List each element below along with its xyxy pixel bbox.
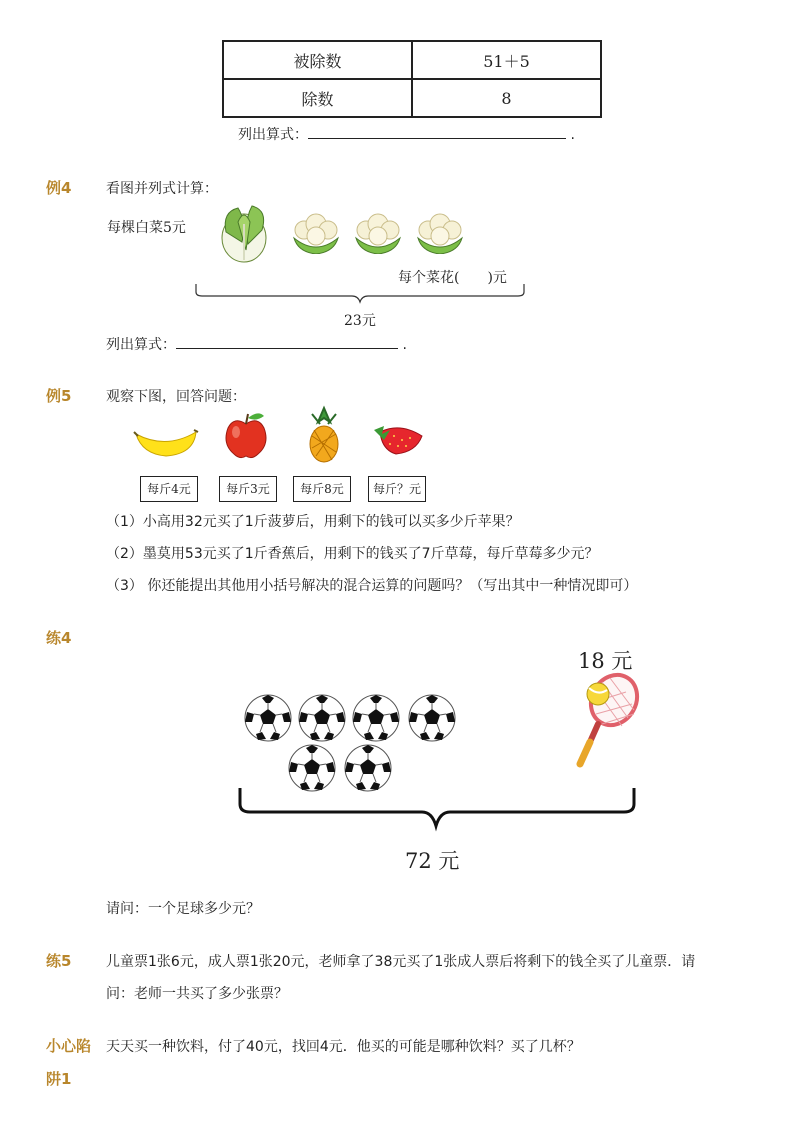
table-cell-label: 除数 [223,79,412,117]
formula-line-2 [106,334,407,354]
racket-price-label: 18 元 [578,649,633,673]
banana-icon [132,420,200,460]
table-cell-value: 8 [412,79,601,117]
tennis-racket-icon [572,672,644,772]
trap1-tag-line2: 阱1 [46,1070,72,1088]
trap1-tag-line1: 小心陷 [46,1037,92,1055]
formula-prompt: 列出算式： [106,337,176,353]
formula-end: . [570,127,575,143]
table-row [223,79,601,117]
total-brace [190,282,530,308]
practice4-question: 请问：一个足球多少元？ [106,901,260,917]
soccer-ball-icon [288,744,336,792]
answer-blank[interactable] [308,124,566,139]
answer-blank[interactable] [176,334,398,349]
question-1: （1）小高用32元买了1斤菠萝后，用剩下的钱可以买多少斤苹果？ [106,514,520,530]
apple-icon [220,410,272,462]
cabbage-price-label: 每棵白菜5元 [107,220,186,236]
soccer-ball-icon [344,744,392,792]
total-price-label: 23元 [344,313,376,329]
total-price-label: 72 元 [405,849,460,873]
price-box-apple: 每斤3元 [219,476,277,502]
dividend-divisor-table [222,40,602,118]
example4-tag: 例4 [46,179,72,197]
table-cell-label: 被除数 [223,41,412,79]
table-row [223,41,601,79]
example5-tag: 例5 [46,387,72,405]
price-box-banana: 每斤4元 [140,476,198,502]
cauliflower-icon [414,210,466,254]
soccer-ball-icon [244,694,292,742]
table-cell-value: 51＋5 [412,41,601,79]
cauliflower-icon [352,210,404,254]
practice5-line2: 问：老师一共买了多少张票？ [106,986,288,1002]
practice5-tag: 练5 [46,952,72,970]
question-2: （2）墨莫用53元买了1斤香蕉后，用剩下的钱买了7斤草莓，每斤草莓多少元？ [106,546,599,562]
trap1-text: 天天买一种饮料，付了40元，找回4元．他买的可能是哪种饮料？买了几杯？ [106,1039,581,1055]
cauliflower-icon [290,210,342,254]
example5-instruction: 观察下图，回答问题： [106,389,246,405]
formula-line-1 [238,124,575,144]
price-box-pineapple: 每斤8元 [293,476,351,502]
price-box-strawberry: 每斤？元 [368,476,426,502]
practice5-line1: 儿童票1张6元，成人票1张20元，老师拿了38元买了1张成人票后将剩下的钱全买了儿童票．请 [106,954,696,970]
example4-instruction: 看图并列式计算： [106,181,218,197]
soccer-ball-icon [408,694,456,742]
formula-prompt: 列出算式： [238,127,308,143]
question-3: （3） 你还能提出其他用小括号解决的混合运算的问题吗？（写出其中一种情况即可） [106,578,638,594]
pineapple-icon [302,404,346,464]
cauliflower-price-label: 每个菜花( )元 [398,270,507,286]
formula-end: . [402,337,407,353]
strawberry-icon [370,420,426,458]
soccer-ball-icon [298,694,346,742]
cabbage-icon [216,202,272,264]
practice4-tag: 练4 [46,629,72,647]
soccer-ball-icon [352,694,400,742]
total-brace [232,786,642,836]
